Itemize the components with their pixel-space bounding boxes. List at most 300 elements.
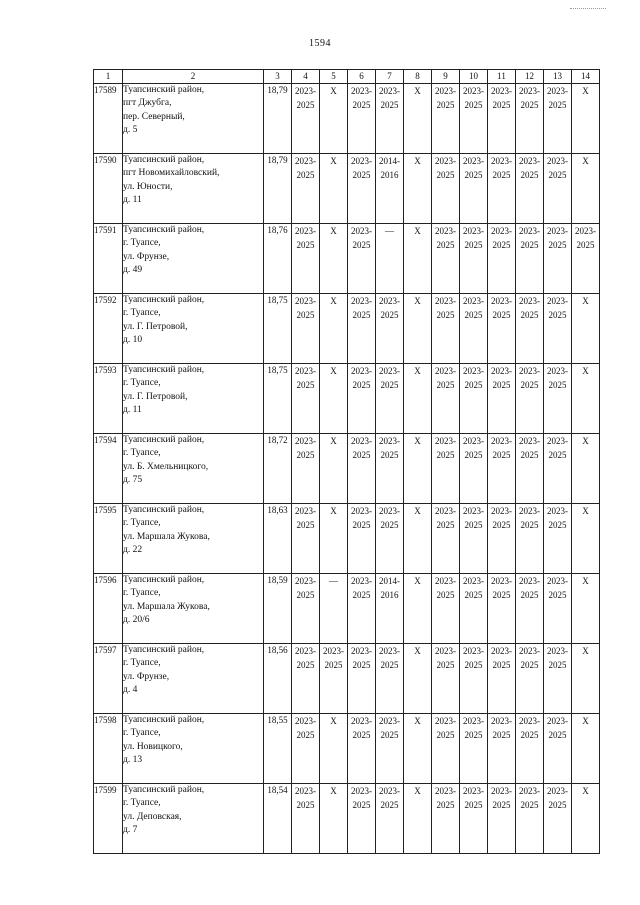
period-cell: [432, 434, 460, 504]
period-cell: [292, 434, 320, 504]
period-cell: [432, 224, 460, 294]
column-header: 12: [516, 70, 544, 84]
period-cell: —: [376, 224, 404, 294]
period-line: 2025: [296, 240, 315, 250]
period-line: 2023-: [519, 716, 540, 726]
period-line: 2016: [380, 590, 399, 600]
period-line: 2025: [520, 450, 539, 460]
period-line: 2025: [520, 170, 539, 180]
period-line: 2025: [492, 800, 511, 810]
column-header: 4: [292, 70, 320, 84]
period-cell: [292, 294, 320, 364]
address-line: д. 22: [123, 545, 143, 556]
period-line: 2023-: [519, 646, 540, 656]
period-line: 2025: [464, 450, 483, 460]
period-line: 2025: [492, 170, 511, 180]
period-line: 2025: [436, 590, 455, 600]
table-row: [94, 84, 600, 154]
period-line: 2023-: [463, 436, 484, 446]
period-cell: [488, 784, 516, 854]
period-line: 2025: [492, 450, 511, 460]
period-line: 2023-: [351, 716, 372, 726]
address-line: Туапсинский район,: [123, 575, 205, 585]
period-line: 2023-: [491, 576, 512, 586]
period-line: 2023-: [491, 646, 512, 656]
period-line: 2025: [492, 590, 511, 600]
address-line: пгт Джубга,: [123, 98, 172, 109]
period-line: 2025: [296, 800, 315, 810]
period-cell: [432, 644, 460, 714]
period-line: 2023-: [295, 86, 316, 96]
period-cell: [516, 224, 544, 294]
address-line: д. 4: [123, 685, 138, 696]
period-line: 2025: [576, 240, 595, 250]
period-line: 2023-: [519, 226, 540, 236]
period-line: 2023-: [435, 366, 456, 376]
address-line: г. Туапсе,: [123, 308, 161, 319]
period-cell: [544, 224, 572, 294]
period-line: 2025: [352, 660, 371, 670]
period-line: 2025: [324, 660, 343, 670]
table-row: [94, 714, 600, 784]
area-value: 18,79: [264, 84, 292, 154]
period-line: 2025: [436, 730, 455, 740]
period-cell: [460, 224, 488, 294]
address-line: д. 13: [123, 755, 143, 766]
period-line: 2025: [296, 170, 315, 180]
area-value: 18,72: [264, 434, 292, 504]
period-cell: X: [404, 294, 432, 364]
period-line: 2023-: [519, 786, 540, 796]
period-line: 2023-: [491, 786, 512, 796]
period-line: 2025: [520, 310, 539, 320]
period-line: 2025: [436, 100, 455, 110]
period-line: 2025: [492, 660, 511, 670]
area-value: 18,56: [264, 644, 292, 714]
column-header: 8: [404, 70, 432, 84]
period-line: 2023-: [351, 786, 372, 796]
period-cell: [348, 504, 376, 574]
period-line: 2025: [296, 590, 315, 600]
period-line: 2025: [548, 450, 567, 460]
period-line: 2023-: [463, 156, 484, 166]
period-cell: [348, 714, 376, 784]
period-cell: [544, 154, 572, 224]
period-line: 2023-: [379, 786, 400, 796]
period-line: 2023-: [379, 86, 400, 96]
period-line: 2023-: [435, 226, 456, 236]
period-line: 2023-: [379, 646, 400, 656]
period-line: 2025: [492, 310, 511, 320]
period-line: 2023-: [519, 366, 540, 376]
address-line: г. Туапсе,: [123, 518, 161, 529]
row-number: 17590: [94, 154, 123, 224]
period-line: 2023-: [463, 786, 484, 796]
period-line: 2023-: [491, 86, 512, 96]
address-cell: [123, 784, 264, 854]
period-line: 2025: [296, 100, 315, 110]
period-line: 2023-: [491, 226, 512, 236]
row-number: 17596: [94, 574, 123, 644]
column-header: 2: [123, 70, 264, 84]
row-number: 17595: [94, 504, 123, 574]
period-cell: X: [320, 784, 348, 854]
period-line: 2023-: [547, 576, 568, 586]
address-cell: [123, 434, 264, 504]
area-value: 18,54: [264, 784, 292, 854]
period-line: 2025: [296, 660, 315, 670]
period-line: 2025: [520, 590, 539, 600]
area-value: 18,79: [264, 154, 292, 224]
period-cell: [432, 364, 460, 434]
period-cell: X: [572, 504, 600, 574]
period-cell: [544, 84, 572, 154]
period-cell: X: [572, 644, 600, 714]
period-cell: [376, 784, 404, 854]
period-cell: X: [404, 84, 432, 154]
period-cell: [544, 574, 572, 644]
period-line: 2025: [520, 730, 539, 740]
period-line: 2023-: [463, 226, 484, 236]
address-cell: [123, 714, 264, 784]
period-line: 2025: [548, 730, 567, 740]
period-line: 2023-: [351, 86, 372, 96]
period-line: 2014-: [379, 156, 400, 166]
address-line: Туапсинский район,: [123, 715, 205, 725]
period-line: 2023-: [547, 786, 568, 796]
period-line: 2023-: [351, 506, 372, 516]
period-line: 2025: [492, 380, 511, 390]
period-line: 2016: [380, 170, 399, 180]
period-line: 2023-: [295, 296, 316, 306]
period-cell: —: [320, 574, 348, 644]
period-line: 2025: [464, 310, 483, 320]
address-line: д. 5: [123, 125, 138, 136]
period-line: 2023-: [491, 436, 512, 446]
period-line: 2025: [380, 660, 399, 670]
period-line: 2023-: [519, 576, 540, 586]
period-line: 2025: [464, 800, 483, 810]
period-cell: [488, 224, 516, 294]
period-line: 2023-: [295, 226, 316, 236]
period-line: 2025: [548, 380, 567, 390]
period-cell: [292, 154, 320, 224]
period-cell: [460, 294, 488, 364]
period-line: 2025: [548, 520, 567, 530]
period-line: 2023-: [379, 296, 400, 306]
period-cell: [432, 714, 460, 784]
period-cell: [572, 224, 600, 294]
period-cell: [460, 574, 488, 644]
period-cell: [348, 574, 376, 644]
period-line: 2023-: [295, 716, 316, 726]
address-line: Туапсинский район,: [123, 645, 205, 655]
period-line: 2023-: [491, 366, 512, 376]
address-cell: [123, 294, 264, 364]
period-cell: X: [404, 154, 432, 224]
column-header: 6: [348, 70, 376, 84]
period-cell: [348, 784, 376, 854]
period-cell: X: [572, 574, 600, 644]
address-cell: [123, 84, 264, 154]
period-line: 2025: [492, 520, 511, 530]
page-number: 1594: [309, 38, 331, 49]
address-line: г. Туапсе,: [123, 238, 161, 249]
period-cell: X: [404, 364, 432, 434]
period-cell: [488, 714, 516, 784]
period-cell: [292, 84, 320, 154]
period-line: 2025: [352, 800, 371, 810]
period-line: 2025: [380, 310, 399, 320]
period-cell: [516, 504, 544, 574]
period-cell: X: [572, 294, 600, 364]
address-line: Туапсинский район,: [123, 435, 205, 445]
period-cell: [516, 784, 544, 854]
address-cell: [123, 644, 264, 714]
period-line: 2025: [520, 800, 539, 810]
period-cell: [348, 434, 376, 504]
period-cell: X: [320, 364, 348, 434]
period-cell: [460, 154, 488, 224]
address-line: Туапсинский район,: [123, 85, 205, 95]
address-cell: [123, 364, 264, 434]
period-cell: X: [572, 714, 600, 784]
period-line: 2023-: [547, 646, 568, 656]
column-number-row: [94, 70, 600, 84]
address-line: д. 75: [123, 475, 143, 486]
period-cell: [292, 714, 320, 784]
address-line: Туапсинский район,: [123, 505, 205, 515]
period-line: 2025: [436, 450, 455, 460]
column-header: 10: [460, 70, 488, 84]
table-row: [94, 784, 600, 854]
period-line: 2025: [380, 380, 399, 390]
period-line: 2025: [296, 380, 315, 390]
period-cell: X: [404, 784, 432, 854]
row-number: 17592: [94, 294, 123, 364]
period-line: 2025: [464, 730, 483, 740]
period-line: 2023-: [491, 296, 512, 306]
period-line: 2023-: [435, 506, 456, 516]
table-body: [94, 70, 600, 854]
period-line: 2025: [464, 100, 483, 110]
period-cell: [544, 294, 572, 364]
period-line: 2025: [352, 170, 371, 180]
period-line: 2025: [548, 100, 567, 110]
column-header: 14: [572, 70, 600, 84]
period-cell: [544, 504, 572, 574]
period-line: 2023-: [519, 156, 540, 166]
period-cell: [292, 574, 320, 644]
period-cell: [516, 574, 544, 644]
period-cell: [432, 84, 460, 154]
period-line: 2025: [548, 800, 567, 810]
period-line: 2025: [352, 380, 371, 390]
period-line: 2023-: [295, 786, 316, 796]
period-cell: [516, 434, 544, 504]
address-line: д. 7: [123, 825, 138, 836]
period-cell: [292, 504, 320, 574]
column-header: 3: [264, 70, 292, 84]
period-line: 2023-: [435, 576, 456, 586]
area-value: 18,55: [264, 714, 292, 784]
area-value: 18,63: [264, 504, 292, 574]
period-cell: [460, 644, 488, 714]
address-line: г. Туапсе,: [123, 378, 161, 389]
area-value: 18,75: [264, 294, 292, 364]
period-line: 2023-: [547, 156, 568, 166]
period-cell: [488, 84, 516, 154]
period-line: 2023-: [463, 506, 484, 516]
period-line: 2023-: [351, 646, 372, 656]
period-cell: [488, 364, 516, 434]
period-line: 2023-: [547, 716, 568, 726]
period-line: 2023-: [435, 296, 456, 306]
period-line: 2023-: [295, 506, 316, 516]
row-number: 17589: [94, 84, 123, 154]
period-line: 2025: [436, 310, 455, 320]
table-row: [94, 644, 600, 714]
period-line: 2025: [464, 380, 483, 390]
period-line: 2025: [548, 660, 567, 670]
column-header: 11: [488, 70, 516, 84]
period-cell: [544, 784, 572, 854]
period-cell: [488, 504, 516, 574]
period-cell: [348, 294, 376, 364]
address-line: г. Туапсе,: [123, 728, 161, 739]
period-line: 2023-: [379, 436, 400, 446]
period-cell: [292, 364, 320, 434]
period-line: 2023-: [295, 646, 316, 656]
period-line: 2025: [464, 170, 483, 180]
period-cell: [432, 154, 460, 224]
period-cell: [376, 714, 404, 784]
period-line: 2025: [352, 730, 371, 740]
period-cell: [488, 154, 516, 224]
address-line: г. Туапсе,: [123, 658, 161, 669]
period-line: 2023-: [547, 296, 568, 306]
period-line: 2023-: [435, 646, 456, 656]
address-line: ул. Фрунзе,: [123, 251, 170, 262]
column-header: 13: [544, 70, 572, 84]
period-cell: [544, 364, 572, 434]
column-header: 9: [432, 70, 460, 84]
period-line: 2025: [520, 380, 539, 390]
period-cell: [460, 84, 488, 154]
period-line: 2023-: [463, 296, 484, 306]
period-line: 2023-: [379, 716, 400, 726]
period-cell: [376, 504, 404, 574]
period-cell: [376, 154, 404, 224]
address-cell: [123, 224, 264, 294]
period-cell: X: [320, 294, 348, 364]
period-cell: X: [404, 504, 432, 574]
period-line: 2023-: [295, 366, 316, 376]
period-cell: [292, 784, 320, 854]
table-row: [94, 364, 600, 434]
address-line: ул. Маршала Жукова,: [123, 531, 210, 542]
address-line: д. 11: [123, 195, 142, 206]
period-line: 2025: [492, 730, 511, 740]
period-line: 2023-: [295, 436, 316, 446]
period-line: 2023-: [295, 576, 316, 586]
period-cell: [460, 504, 488, 574]
address-line: ул. Б. Хмельницкого,: [123, 461, 209, 472]
period-line: 2023-: [519, 296, 540, 306]
period-line: 2025: [352, 240, 371, 250]
table-row: [94, 154, 600, 224]
area-value: 18,75: [264, 364, 292, 434]
row-number: 17593: [94, 364, 123, 434]
table-row: [94, 294, 600, 364]
period-cell: X: [404, 574, 432, 644]
address-line: Туапсинский район,: [123, 365, 205, 375]
period-line: 2023-: [491, 506, 512, 516]
address-line: ул. Фрунзе,: [123, 671, 170, 682]
period-cell: X: [320, 224, 348, 294]
period-cell: [376, 644, 404, 714]
period-cell: [376, 364, 404, 434]
period-line: 2023-: [435, 716, 456, 726]
address-line: д. 11: [123, 405, 142, 416]
period-cell: [488, 294, 516, 364]
period-line: 2025: [296, 520, 315, 530]
period-cell: [460, 364, 488, 434]
period-cell: X: [320, 84, 348, 154]
period-cell: [460, 784, 488, 854]
period-cell: X: [572, 784, 600, 854]
period-line: 2025: [352, 590, 371, 600]
period-line: 2023-: [463, 86, 484, 96]
period-line: 2023-: [575, 226, 596, 236]
period-line: 2025: [296, 730, 315, 740]
period-cell: [348, 154, 376, 224]
address-cell: [123, 504, 264, 574]
period-line: 2025: [520, 100, 539, 110]
period-line: 2025: [296, 450, 315, 460]
period-line: 2023-: [463, 366, 484, 376]
period-line: 2025: [492, 240, 511, 250]
period-line: 2023-: [463, 716, 484, 726]
row-number: 17591: [94, 224, 123, 294]
period-line: 2025: [436, 520, 455, 530]
period-line: 2023-: [379, 366, 400, 376]
address-line: ул. Г. Петровой,: [123, 321, 188, 332]
period-line: 2025: [436, 800, 455, 810]
period-cell: [432, 504, 460, 574]
period-cell: [348, 224, 376, 294]
column-header: 1: [94, 70, 123, 84]
row-number: 17594: [94, 434, 123, 504]
period-cell: [432, 294, 460, 364]
period-line: 2025: [520, 520, 539, 530]
period-cell: [292, 224, 320, 294]
period-cell: [376, 84, 404, 154]
address-line: Туапсинский район,: [123, 295, 205, 305]
address-line: г. Туапсе,: [123, 588, 161, 599]
address-line: д. 10: [123, 335, 143, 346]
period-line: 2023-: [435, 436, 456, 446]
period-cell: [320, 644, 348, 714]
period-line: 2023-: [491, 716, 512, 726]
period-line: 2025: [352, 310, 371, 320]
period-line: 2023-: [295, 156, 316, 166]
period-line: 2023-: [379, 506, 400, 516]
table-row: [94, 504, 600, 574]
period-line: 2023-: [351, 366, 372, 376]
period-line: 2025: [352, 520, 371, 530]
period-line: 2025: [464, 590, 483, 600]
